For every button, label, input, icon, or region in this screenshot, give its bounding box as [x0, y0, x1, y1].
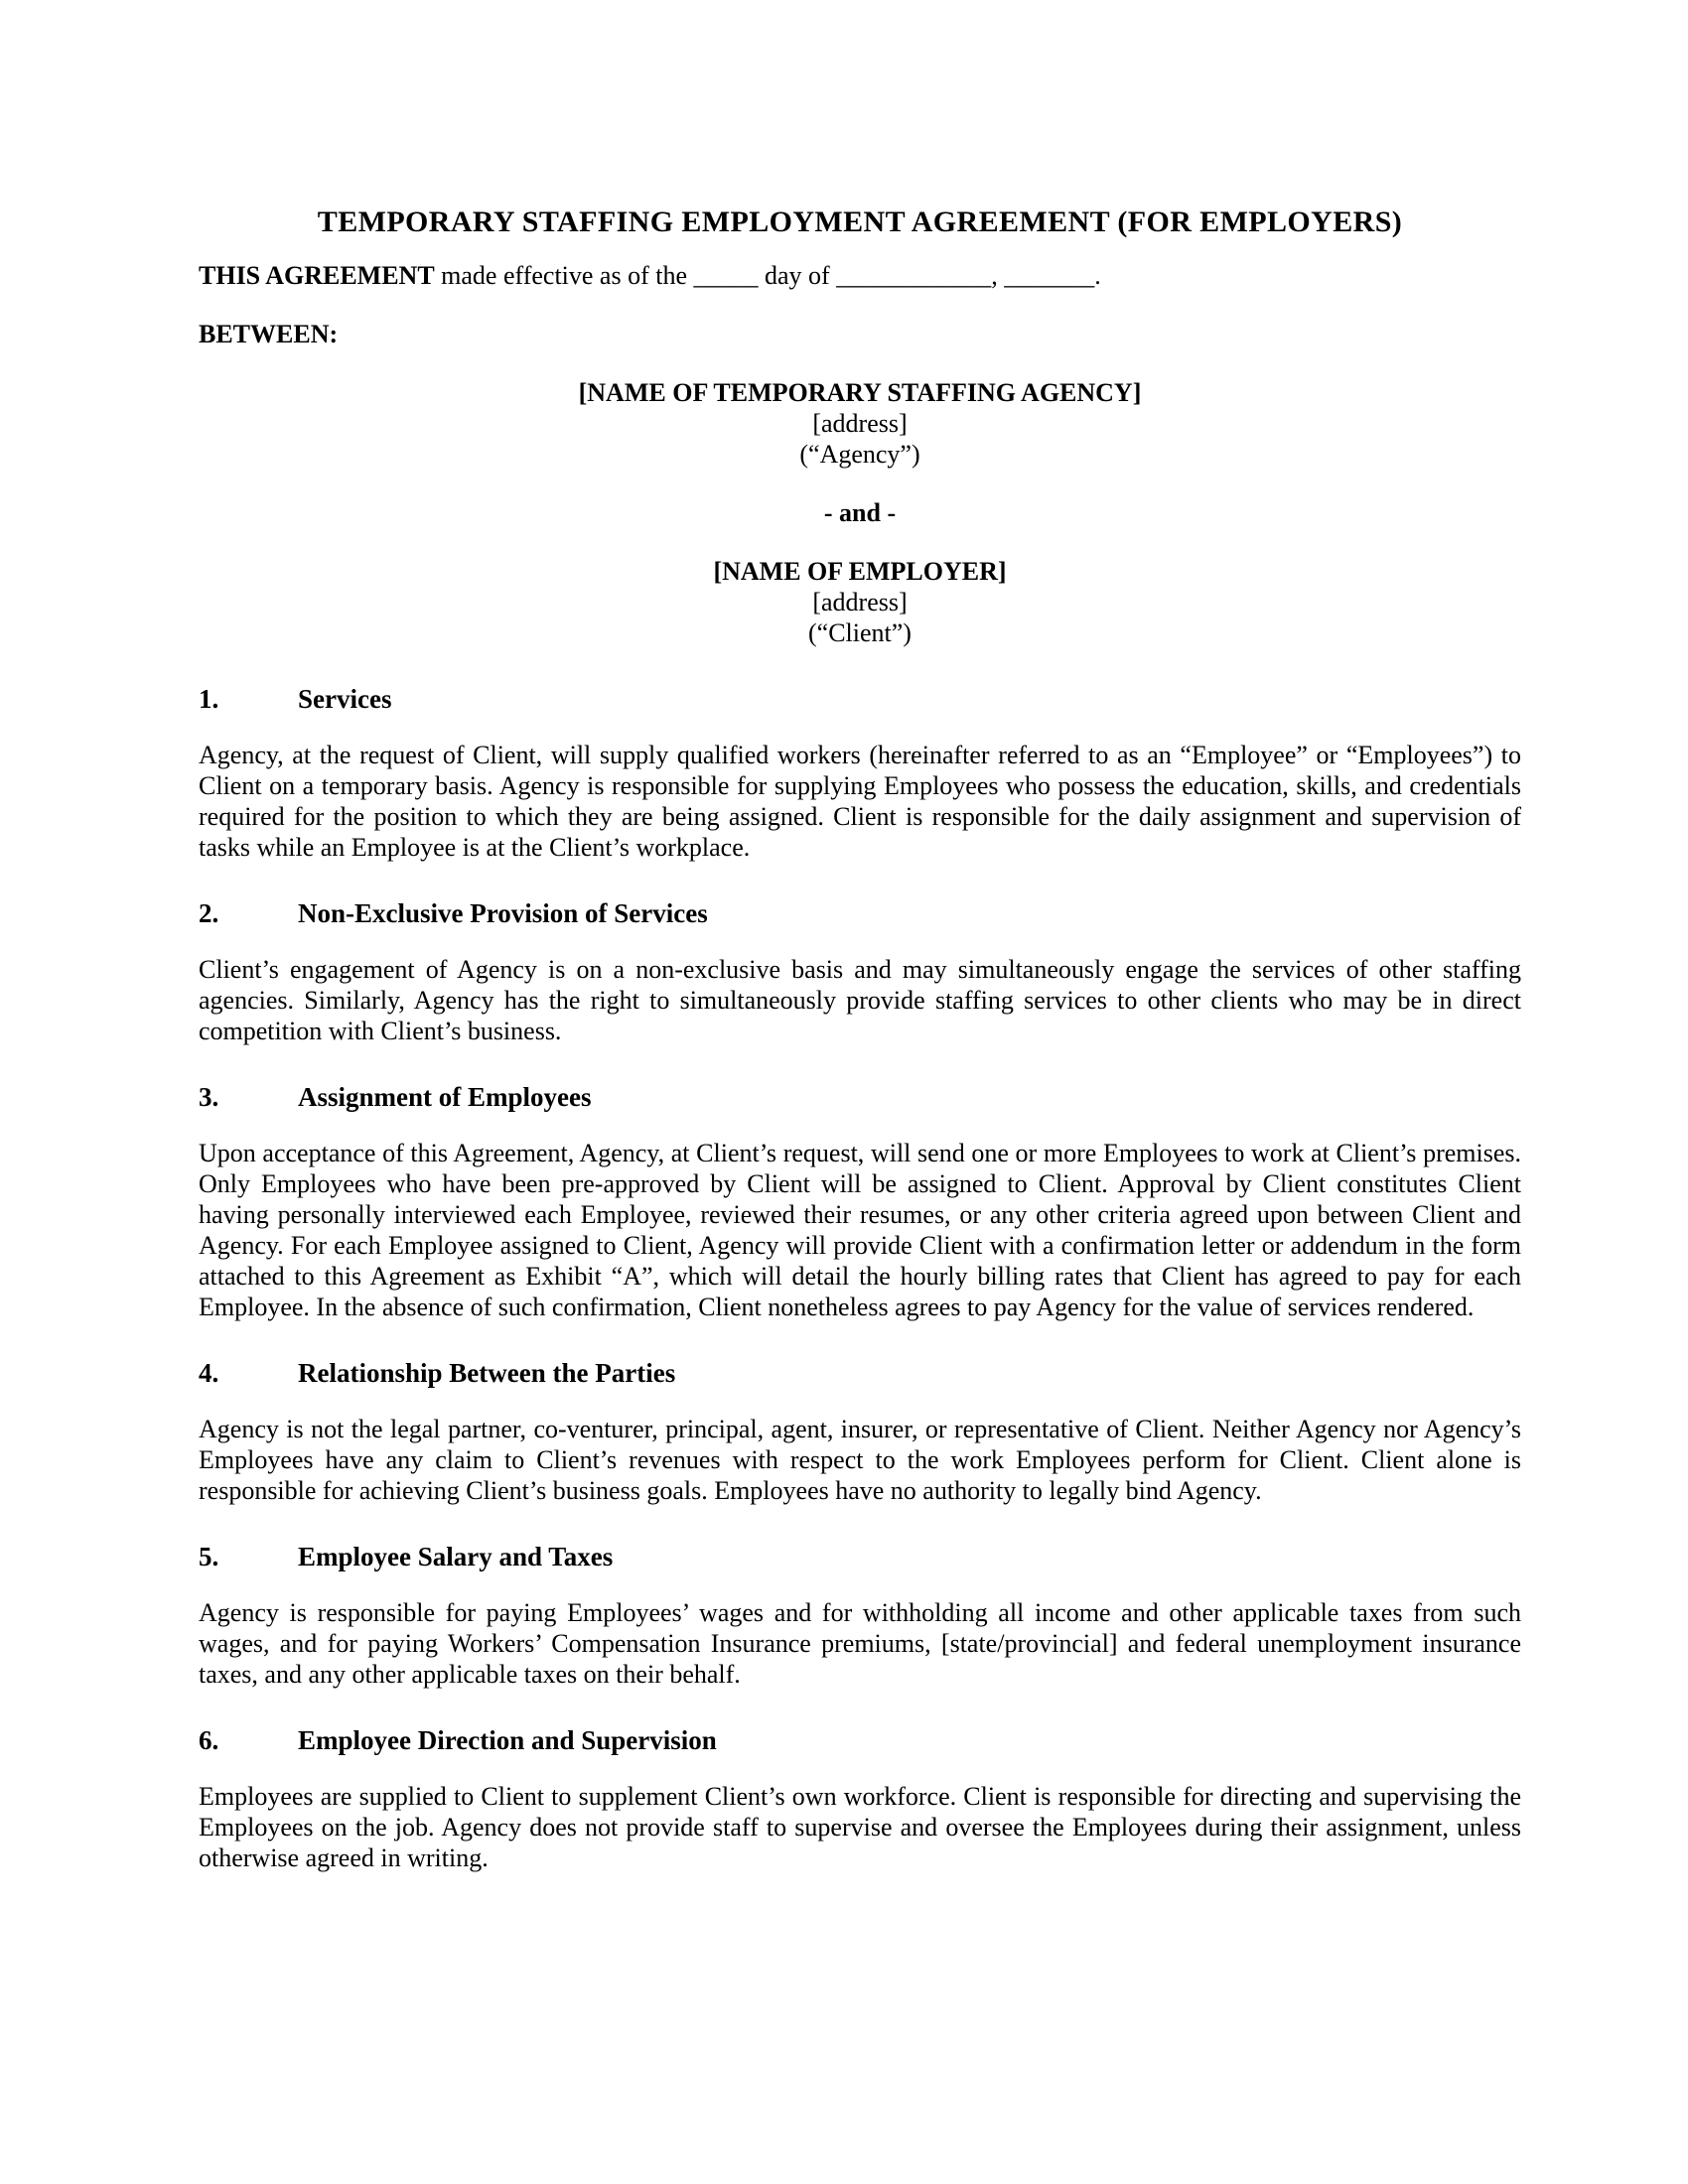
intro-lead-text: THIS AGREEMENT	[199, 261, 435, 290]
section-heading	[199, 1542, 1521, 1572]
section-title: Relationship Between the Parties	[298, 1358, 676, 1388]
section-title: Assignment of Employees	[298, 1082, 592, 1112]
party-agency-address: [address]	[812, 409, 908, 438]
party-agency-name: [NAME OF TEMPORARY STAFFING AGENCY]	[578, 378, 1142, 407]
section-body: Agency, at the request of Client, will supply qualified workers (hereinafter referred to as an “Employee” or “Employees”) to Client on a temporary basis. Agency is responsible for supplying Employees who possess the education, skills, and credentials required for the position to which they are being assigned. Client is responsible for the daily assignment and supervision of tasks while an Employee is at the Client’s workplace.	[199, 741, 1521, 862]
section-body: Client’s engagement of Agency is on a non-exclusive basis and may simultaneously engage the services of other staffing agencies. Similarly, Agency has the right to simultaneously provide staffing services to other clients who may be in direct competition with Client’s business.	[199, 955, 1521, 1045]
section-number: 6.	[199, 1725, 219, 1755]
section-body: Upon acceptance of this Agreement, Agency, at Client’s request, will send one or more Employees to work at Client’s premises. Only Employees who have been pre-approved by Client will be assigned to Client. Approval by Client constitutes Client having personally interviewed each Employee, reviewed their resumes, or any other criteria agreed upon between Client and Agency. For each Employee assigned to Client, Agency will provide Client with a confirmation letter or addendum in the form attached to this Agreement as Exhibit “A”, which will detail the hourly billing rates that Client has agreed to pay for each Employee. In the absence of such confirmation, Client nonetheless agrees to pay Agency for the value of services rendered.	[199, 1139, 1521, 1321]
section-services	[199, 684, 1521, 863]
section-heading	[199, 684, 1521, 715]
section-body: Agency is not the legal partner, co-venturer, principal, agent, insurer, or representative of Client. Neither Agency nor Agency’s Employees have any claim to Client’s revenues with respect to the work Employees perform for Client. Client alone is responsible for achieving Client’s business goals. Employees have no authority to legally bind Agency.	[199, 1415, 1521, 1505]
section-non-exclusive	[199, 898, 1521, 1046]
party-employer-block	[199, 556, 1521, 648]
section-relationship	[199, 1358, 1521, 1506]
party-employer-alias: (“Client”)	[808, 618, 912, 647]
section-body: Employees are supplied to Client to supplement Client’s own workforce. Client is responsible for directing and supervising the Employees on the job. Agency does not provide staff to supervise and oversee the Employees during their assignment, unless otherwise agreed in writing.	[199, 1782, 1521, 1872]
section-number: 3.	[199, 1082, 219, 1112]
section-heading	[199, 898, 1521, 929]
section-heading	[199, 1358, 1521, 1389]
between-label: BETWEEN:	[199, 320, 339, 348]
section-title: Employee Salary and Taxes	[298, 1542, 614, 1571]
section-title: Non-Exclusive Provision of Services	[298, 898, 708, 928]
and-separator: - and -	[823, 498, 897, 527]
intro-rest-text: made effective as of the _____ day of ____________, _______.	[434, 261, 1101, 290]
section-assignment	[199, 1082, 1521, 1322]
section-direction-supervision	[199, 1725, 1521, 1873]
section-heading	[199, 1082, 1521, 1113]
section-heading	[199, 1725, 1521, 1756]
party-agency-block	[199, 377, 1521, 470]
section-number: 2.	[199, 898, 219, 928]
section-number: 4.	[199, 1358, 219, 1388]
intro-line	[199, 260, 1521, 291]
document-title: TEMPORARY STAFFING EMPLOYMENT AGREEMENT (FOR EMPLOYERS)	[317, 205, 1403, 238]
section-title: Services	[298, 684, 392, 714]
section-number: 5.	[199, 1542, 219, 1571]
party-employer-name: [NAME OF EMPLOYER]	[713, 557, 1007, 586]
section-salary-taxes	[199, 1542, 1521, 1690]
party-agency-alias: (“Agency”)	[799, 440, 920, 469]
section-number: 1.	[199, 684, 219, 714]
section-title: Employee Direction and Supervision	[298, 1725, 717, 1755]
party-employer-address: [address]	[812, 588, 908, 616]
section-body: Agency is responsible for paying Employees’ wages and for withholding all income and other applicable taxes from such wages, and for paying Workers’ Compensation Insurance premiums, [state/provincial] and federal unemployment insurance taxes, and any other applicable taxes on their behalf.	[199, 1598, 1521, 1689]
